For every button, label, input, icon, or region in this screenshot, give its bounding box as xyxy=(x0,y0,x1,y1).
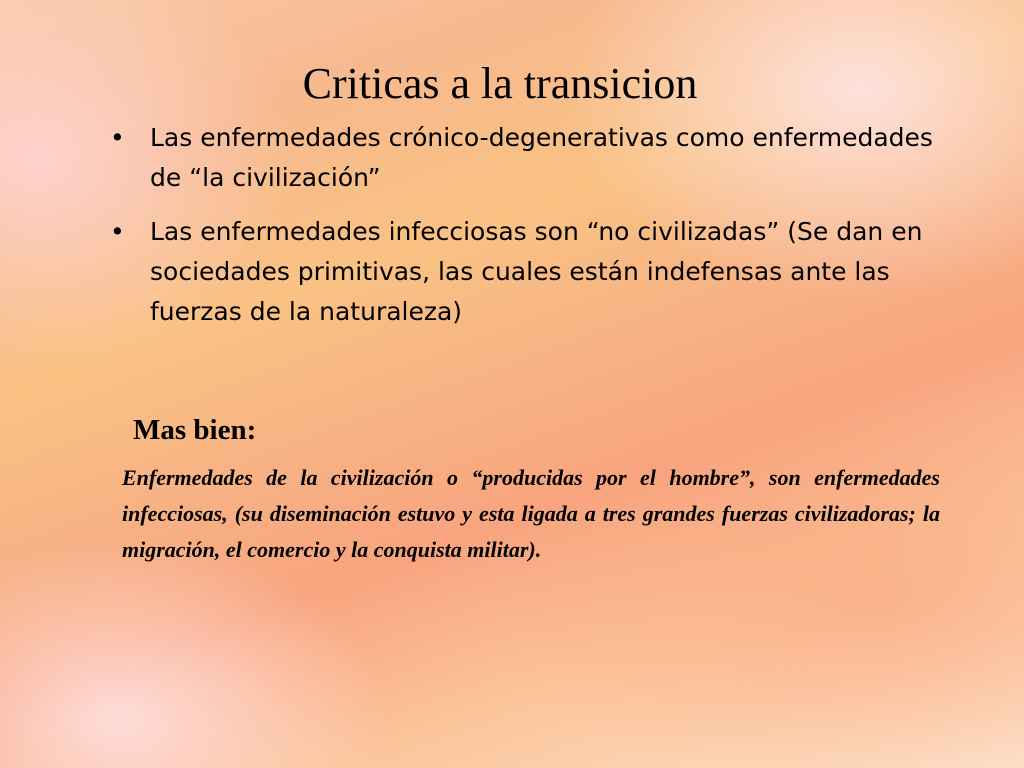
body-paragraph: Enfermedades de la civilización o “producidas por el hombre”, son enfermedades infecciosas, (su diseminación estuvo y esta ligada a tres grandes fuerzas civilizadoras; la migración, el comercio y la conquista militar). xyxy=(122,465,940,562)
bullet-text: Las enfermedades infecciosas son “no civilizadas” (Se dan en sociedades primitivas, las cuales están indefensas ante las fuerzas de la naturaleza) xyxy=(150,217,923,326)
bullet-list xyxy=(110,118,940,346)
bullet-marker: • xyxy=(110,217,125,246)
bullet-item xyxy=(110,118,940,198)
bullet-item xyxy=(110,212,940,332)
slide-title: Criticas a la transicion xyxy=(302,59,698,108)
bullet-marker: • xyxy=(110,123,125,152)
bullet-text: Las enfermedades crónico-degenerativas como enfermedades de “la civilización” xyxy=(150,123,933,192)
subheading: Mas bien: xyxy=(133,414,257,446)
